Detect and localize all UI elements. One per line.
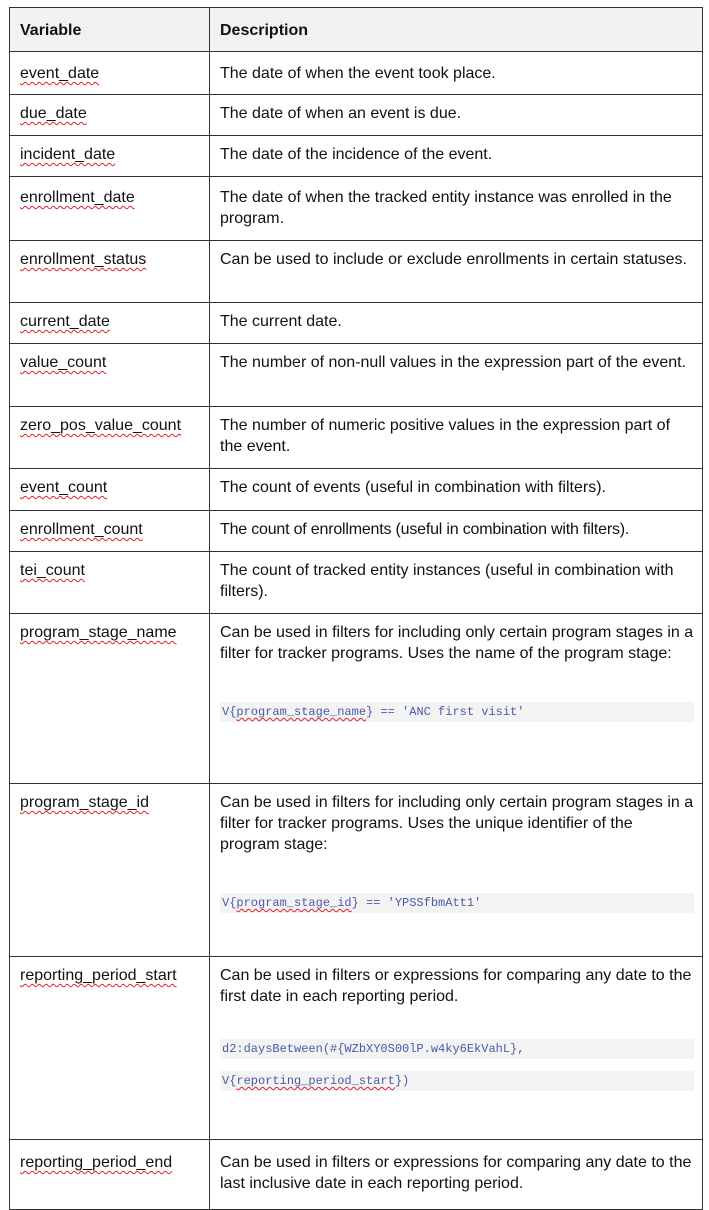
variable-name: enrollment_date: [20, 189, 135, 206]
variable-name: event_count: [20, 479, 108, 496]
table-row: [10, 52, 703, 95]
variable-name: value_count: [20, 354, 107, 371]
table-row: [10, 614, 703, 784]
variable-name: zero_pos_value_count: [20, 417, 182, 434]
table-row: [10, 241, 703, 303]
variable-name: current_date: [20, 313, 110, 330]
code-example-line-2: V{reporting_period_start}): [220, 1071, 694, 1091]
variable-name: program_stage_id: [20, 794, 149, 811]
variable-description: The date of when an event is due.: [220, 105, 462, 122]
variables-table: [9, 7, 703, 1210]
table-row: [10, 136, 703, 177]
variable-description: The number of numeric positive values in the expression part of the event.: [220, 417, 671, 455]
variable-name: event_date: [20, 65, 100, 82]
code-example: V{program_stage_id} == 'YPSSfbmAtt1': [220, 893, 694, 913]
variable-name: reporting_period_end: [20, 1154, 173, 1171]
table-row: [10, 177, 703, 241]
variable-description: The count of tracked entity instances (useful in combination with filters).: [220, 562, 674, 600]
variable-description: Can be used in filters or expressions for comparing any date to the last inclusive date in each reporting period.: [220, 1154, 692, 1192]
variable-description: The count of events (useful in combination with filters).: [220, 479, 606, 496]
table-row: [10, 957, 703, 1140]
table-row: [10, 407, 703, 469]
table-header-row: [10, 8, 703, 52]
variable-description: Can be used to include or exclude enrollments in certain statuses.: [220, 251, 687, 268]
header-description: Description: [210, 8, 703, 52]
variable-description: The date of the incidence of the event.: [220, 146, 493, 163]
variable-name: enrollment_status: [20, 251, 147, 268]
table-row: [10, 95, 703, 136]
header-variable: Variable: [10, 8, 210, 52]
table-row: [10, 1140, 703, 1210]
code-example-line-1: d2:daysBetween(#{WZbXY0S00lP.w4ky6EkVahL},: [220, 1039, 694, 1059]
variable-description: The count of enrollments (useful in combination with filters).: [220, 521, 630, 538]
variable-description: The current date.: [220, 313, 342, 330]
variable-description: The date of when the event took place.: [220, 65, 496, 82]
variable-name: program_stage_name: [20, 624, 177, 641]
variable-name: enrollment_count: [20, 521, 143, 538]
code-example: V{program_stage_name} == 'ANC first visit': [220, 702, 694, 722]
table-row: [10, 344, 703, 407]
table-row: [10, 469, 703, 511]
variable-name: tei_count: [20, 562, 85, 579]
table-row: [10, 303, 703, 344]
variable-description: Can be used in filters for including only certain program stages in a filter for tracker programs. Uses the unique identifier of the program stage:: [220, 794, 694, 853]
variable-name: due_date: [20, 105, 87, 122]
variable-name: incident_date: [20, 146, 116, 163]
variable-description: Can be used in filters or expressions for comparing any date to the first date in each reporting period.: [220, 967, 692, 1005]
table-row: [10, 552, 703, 614]
variable-description: The date of when the tracked entity instance was enrolled in the program.: [220, 189, 672, 227]
table-row: [10, 784, 703, 957]
variable-description: Can be used in filters for including only certain program stages in a filter for tracker programs. Uses the name of the program stage:: [220, 624, 694, 662]
variable-description: The number of non-null values in the expression part of the event.: [220, 354, 687, 371]
table-row: [10, 511, 703, 552]
variable-name: reporting_period_start: [20, 967, 177, 984]
